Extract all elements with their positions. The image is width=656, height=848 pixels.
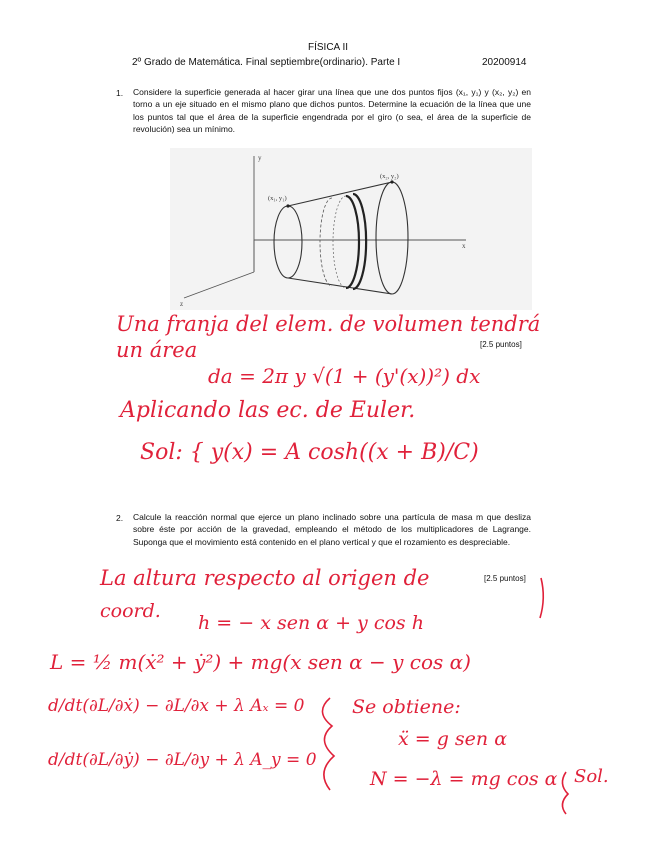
- answer-2-sol-label: Sol.: [574, 766, 609, 787]
- point-2-label: (x₂, y₂): [380, 173, 399, 180]
- answer-1-area-formula: da = 2π y √(1 + (y'(x))²) dx: [208, 364, 481, 388]
- axis-x-label: x: [462, 242, 466, 250]
- answer-2-obtained-label: Se obtiene:: [352, 696, 461, 718]
- axis-y-label: y: [258, 154, 262, 162]
- exam-subtitle: 2º Grado de Matemática. Final septiembre(ordinario). Parte I: [132, 57, 401, 68]
- answer-2-euler-x: d/dt(∂L/∂ẋ) − ∂L/∂x + λ Aₓ = 0: [48, 696, 305, 716]
- question-1-text: Considere la superficie generada al hacer girar una línea que une dos puntos fijos (x₁, y₁) y (x₂, y₂) en torno a un eje situado en el mismo plano que dichos puntos. Determine la ecuación de la línea que une los puntos tal que el área de la superficie engendrada por el giro (o sea, el área de la superficie de revolución) sea un mínimo.: [133, 87, 531, 134]
- axis-z-label: z: [180, 300, 184, 308]
- question-1-points: [2.5 puntos]: [480, 340, 522, 349]
- answer-1-solution: Sol: { y(x) = A cosh((x + B)/C): [140, 440, 479, 465]
- answer-2-line-2: coord.: [100, 600, 161, 622]
- answer-1-line-1: Una franja del elem. de volumen tendrá: [116, 312, 541, 336]
- answer-2-lagrangian: L = ½ m(ẋ² + ẏ²) + mg(x sen α − y cos α): [50, 650, 471, 674]
- answer-2-line-1: La altura respecto al origen de: [100, 566, 430, 590]
- answer-2-euler-y: d/dt(∂L/∂ẏ) − ∂L/∂y + λ A_y = 0: [48, 750, 317, 770]
- right-brace-stroke: [322, 698, 334, 790]
- answer-1-line-4: Aplicando las ec. de Euler.: [120, 398, 416, 423]
- question-2-number: 2.: [116, 513, 124, 523]
- exam-date: 20200914: [482, 57, 527, 68]
- question-2-points: [2.5 puntos]: [484, 574, 526, 583]
- question-1-number: 1.: [116, 88, 124, 98]
- question-2-text: Calcule la reacción normal que ejerce un plano inclinado sobre una partícula de masa m que desliza sobre éste por acción de la gravedad, empleando el método de los multiplicadores de Lagrange. Suponga que el movimiento está contenido en el plano vertical y que el rozamiento es despreciable.: [133, 512, 531, 547]
- answer-2-normal-reaction: N = −λ = mg cos α: [370, 768, 558, 790]
- point-1-label: (x₁, y₁): [268, 195, 287, 202]
- margin-mark-stroke: [540, 578, 543, 618]
- answer-1-line-2: un área: [116, 338, 198, 362]
- answer-2-acceleration: ẍ = g sen α: [398, 728, 508, 750]
- answer-2-height: h = − x sen α + y cos h: [198, 612, 424, 634]
- sol-brace-stroke: [562, 772, 568, 814]
- page-title: FÍSICA II: [307, 42, 348, 53]
